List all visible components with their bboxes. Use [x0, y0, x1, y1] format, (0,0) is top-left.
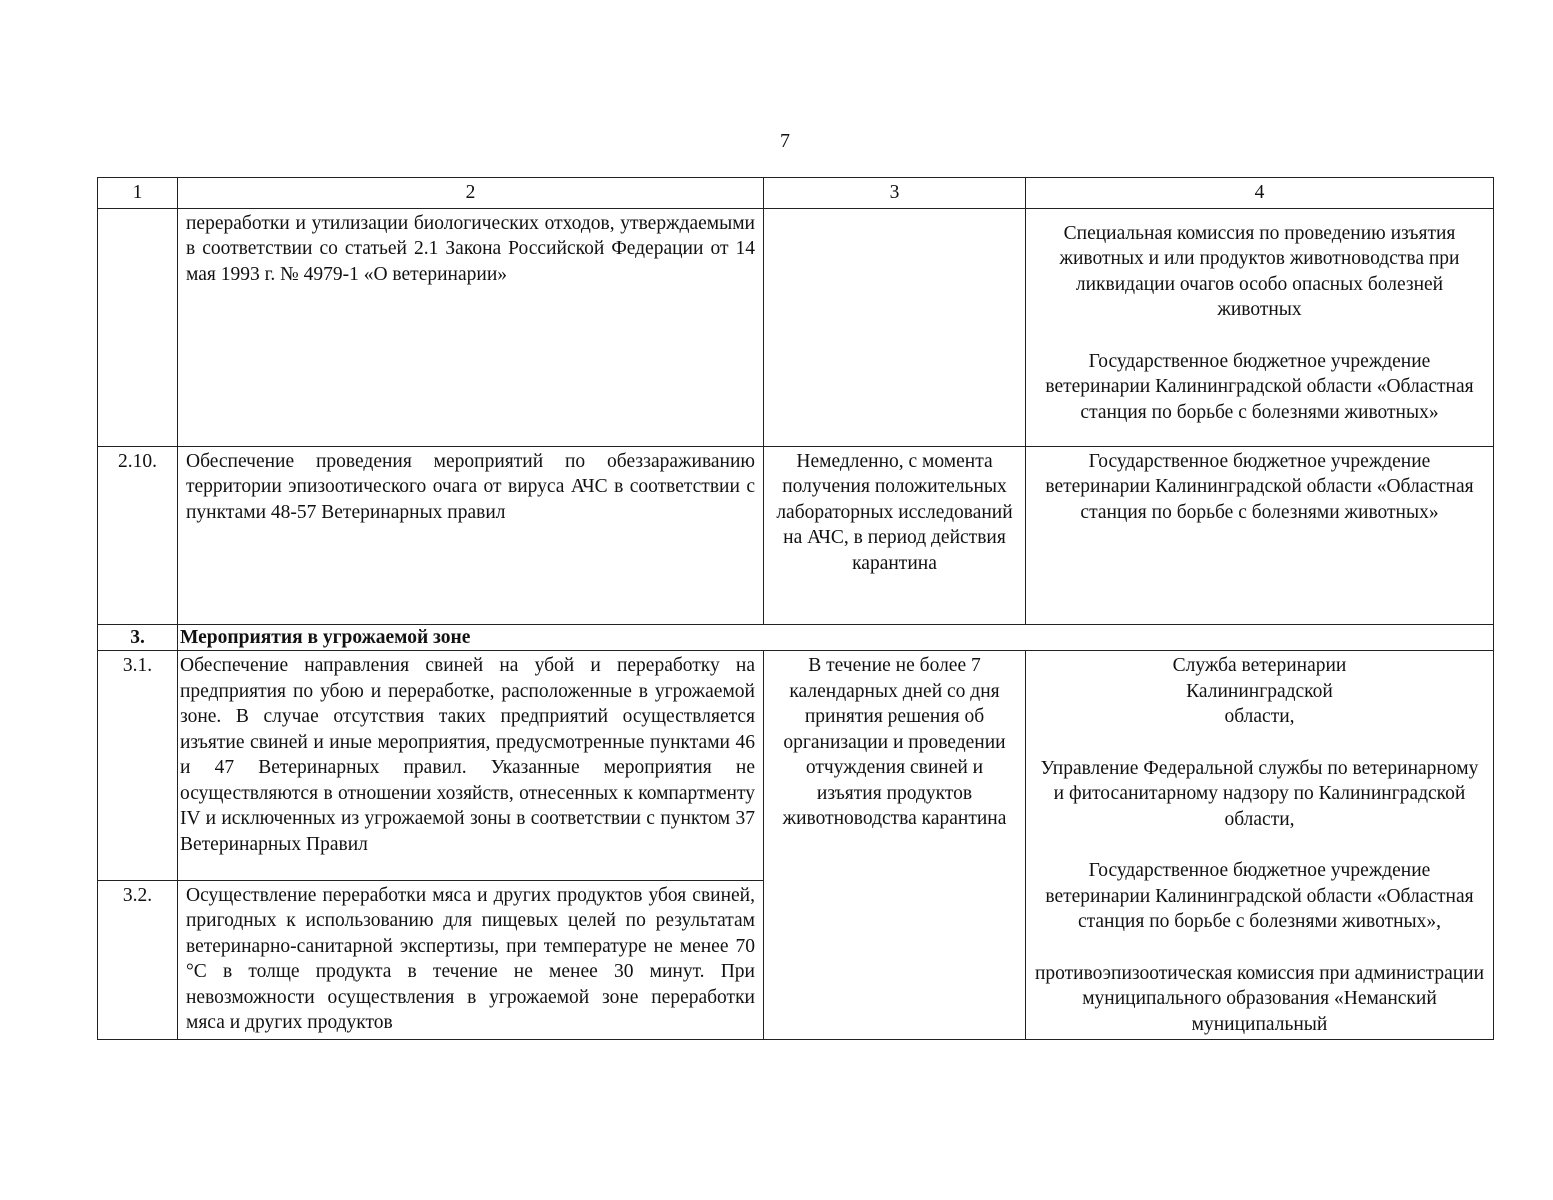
deadline-cell: Немедленно, с момента получения положительных лабораторных исследований на АЧС, в период действия карантина — [764, 446, 1026, 624]
responsible-cell — [1026, 446, 1494, 624]
page-number: 7 — [780, 130, 790, 152]
row-number — [98, 208, 178, 446]
table-header-row — [98, 178, 1494, 209]
row-number: 3.1. — [98, 651, 178, 881]
column-header-2: 2 — [178, 178, 764, 209]
deadline-cell — [764, 208, 1026, 446]
responsible-entry: Служба ветеринарии Калининградской области, — [1172, 655, 1347, 727]
responsible-entry: Государственное бюджетное учреждение ветеринарии Калининградской области «Областная станция по борьбе с болезнями животных» — [1045, 450, 1474, 523]
section-number: 3. — [98, 624, 178, 651]
responsible-entry: Специальная комиссия по проведению изъятия животных и или продуктов животноводства при ликвидации очагов особо опасных болезней животных — [1059, 222, 1460, 320]
table-row — [98, 208, 1494, 446]
responsible-entry: Государственное бюджетное учреждение ветеринарии Калининградской области «Областная станция по борьбе с болезнями животных», — [1045, 860, 1474, 932]
responsible-cell — [1026, 208, 1494, 446]
table-row — [98, 651, 1494, 881]
column-header-4: 4 — [1026, 178, 1494, 209]
column-header-3: 3 — [764, 178, 1026, 209]
row-number: 2.10. — [98, 446, 178, 624]
table-row — [98, 446, 1494, 624]
measure-cell: Осуществление переработки мяса и других продуктов убоя свиней, пригодных к использованию для пищевых целей по результатам ветеринарно-санитарной экспертизы, при температуре не менее 70 °С в толще продукта в течение не менее 30 минут. При невозможности осуществления в угрожаемой зоне переработки мяса и других продуктов — [178, 880, 764, 1039]
responsible-entry: Управление Федеральной службы по ветеринарному и фитосанитарному надзору по Калининградской области, — [1040, 757, 1479, 830]
section-title: Мероприятия в угрожаемой зоне — [178, 624, 1494, 651]
measures-table — [97, 177, 1494, 1040]
column-header-1: 1 — [98, 178, 178, 209]
responsible-entry: противоэпизоотическая комиссия при администрации муниципального образования «Неманский муниципальный — [1034, 962, 1485, 1035]
responsible-entry: Государственное бюджетное учреждение ветеринарии Калининградской области «Областная станция по борьбе с болезнями животных» — [1045, 350, 1474, 423]
measure-cell: переработки и утилизации биологических отходов, утверждаемыми в соответствии со статьей 2.1 Закона Российской Федерации от 14 мая 1993 г. № 4979-1 «О ветеринарии» — [178, 208, 764, 446]
measure-cell: Обеспечение проведения мероприятий по обеззараживанию территории эпизоотического очага от вируса АЧС в соответствии с пунктами 48-57 Ветеринарных правил — [178, 446, 764, 624]
deadline-cell: В течение не более 7 календарных дней со дня принятия решения об организации и проведении отчуждения свиней и изъятия продуктов животноводства карантина — [764, 651, 1026, 1040]
section-row — [98, 624, 1494, 651]
responsible-cell — [1026, 651, 1494, 1040]
measure-cell: Обеспечение направления свиней на убой и переработку на предприятия по убою и переработке, расположенные в угрожаемой зоне. В случае отсутствия таких предприятий осуществляется изъятие свиней и иные мероприятия, предусмотренные пунктами 46 и 47 Ветеринарных правил. Указанные мероприятия не осуществляются в отношении хозяйств, отнесенных к компартменту IV и исключенных из угрожаемой зоны в соответствии с пунктом 37 Ветеринарных Правил — [178, 651, 764, 881]
row-number: 3.2. — [98, 880, 178, 1039]
